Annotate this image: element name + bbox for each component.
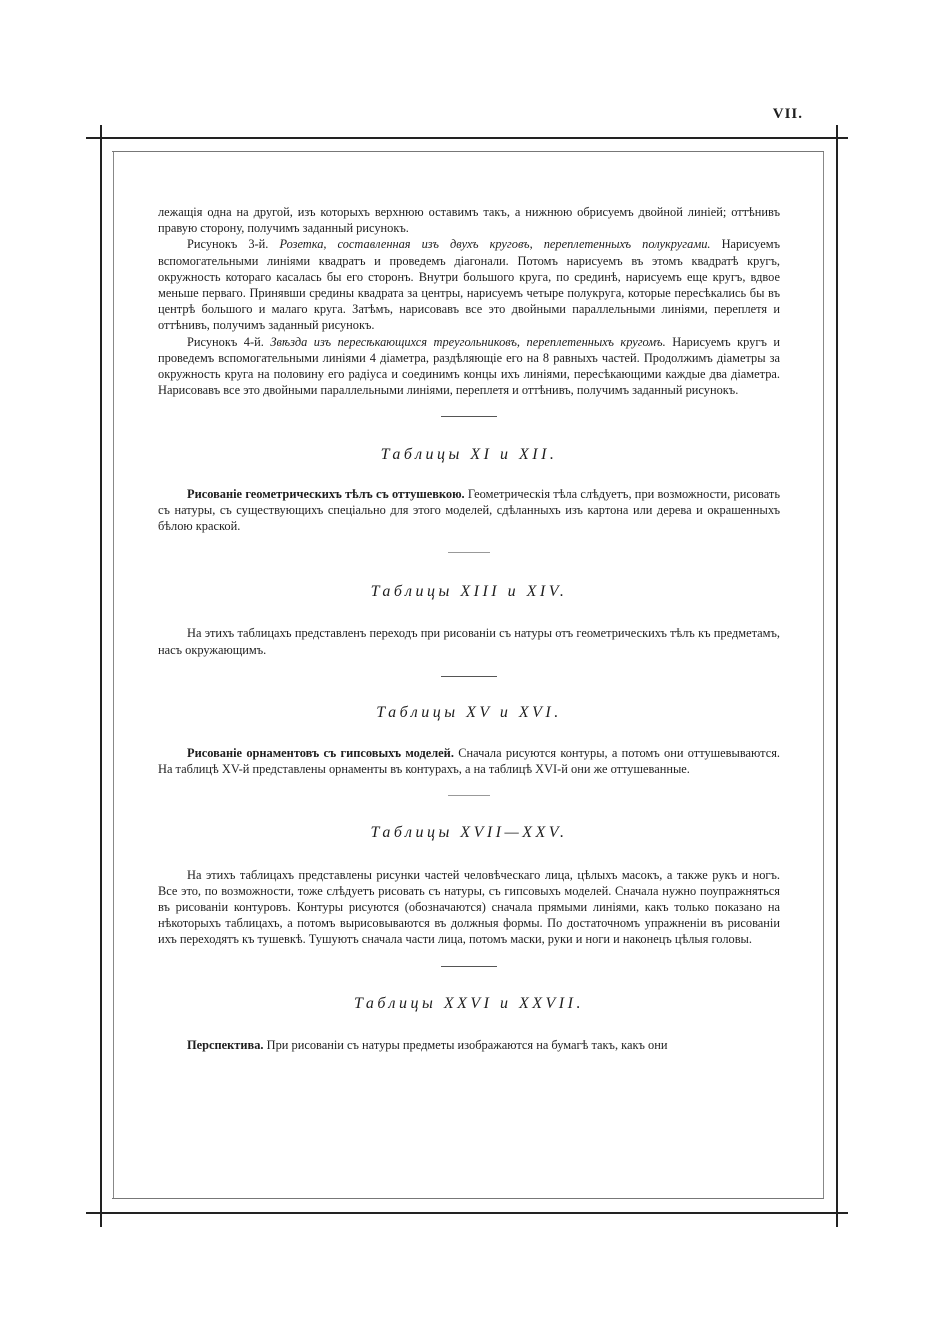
frame-top-inner-rule <box>112 151 824 152</box>
section-paragraph-tables-17-25 <box>158 867 780 948</box>
section-paragraph-tables-26-27 <box>158 1037 780 1053</box>
section-paragraph-tables-11-12 <box>158 486 780 535</box>
figure-4-body: Нарисуемъ кругъ и проведемъ вспомогательными линіями 4 діаметра, раздѣляющіе его на 8 равныхъ частей. Продолжимъ діаметры за окружность круга на половину его радіуса и соединимъ концы ихъ линіями, пересѣкающими каждые два діаметра. Нарисовавъ все это двойными параллельными линіями, переплетя и оттѣнивъ, получимъ заданный рисунокъ. <box>158 334 780 398</box>
section-separator <box>448 552 490 553</box>
section-heading-tables-11-12: Таблицы XI и XII. <box>380 446 558 464</box>
section-body-tables-13-14: На этихъ таблицахъ представленъ переходъ при рисованіи съ натуры отъ геометрическихъ тѣлъ къ предметамъ, насъ окружающимъ. <box>158 626 780 657</box>
frame-left-inner-rule <box>113 152 114 1198</box>
section-body-tables-15-16: Сначала рисуются контуры, а потомъ они оттушевываются. На таблицѣ XV-й представлены орнаменты въ контурахъ, а на таблицѣ XVI-й они же оттушеванные. <box>158 746 780 777</box>
section-heading-tables-15-16: Таблицы XV и XVI. <box>376 703 562 721</box>
section-lead-tables-26-27: Перспектива. <box>187 1037 264 1052</box>
section-separator <box>441 966 497 967</box>
frame-right-outer-rule <box>836 125 838 1227</box>
section-lead-tables-15-16: Рисованіе орнаментовъ съ гипсовыхъ моделей. <box>187 746 454 761</box>
figure-4-title: Звѣзда изъ пересѣкающихся треугольниковъ, переплетенныхъ кругомъ. <box>270 334 666 349</box>
paragraph-figure-3 <box>158 236 780 333</box>
frame-right-inner-rule <box>823 152 824 1198</box>
frame-bottom-outer-rule <box>86 1212 848 1214</box>
section-heading-tables-17-25: Таблицы XVII—XXV. <box>370 824 568 842</box>
figure-3-title: Розетка, составленная изъ двухъ круговъ, переплетенныхъ полукругами. <box>279 237 711 252</box>
section-lead-tables-11-12: Рисованіе геометрическихъ тѣлъ съ оттушевкою. <box>187 486 465 501</box>
section-body-tables-17-25: На этихъ таблицахъ представлены рисунки частей человѣческаго лица, цѣлыхъ масокъ, а также рукъ и ногъ. Все это, по возможности, тоже слѣдуетъ рисовать съ натуры, съ гипсовыхъ моделей. Сначала нужно поупражняться въ рисованіи контуровъ. Контуры рисуются (обозначаются) сначала прямыми линіями, какъ только показано на нѣкоторыхъ таблицахъ, а потомъ вырисовываются въ должныя формы. По достаточномъ упражненіи въ рисованіи ихъ переходятъ къ тушевкѣ. Тушуютъ сначала части лица, потомъ маски, руки и ноги и наконецъ цѣлыя головы. <box>158 867 780 947</box>
paragraph-figure-4 <box>158 334 780 399</box>
section-separator <box>448 795 490 796</box>
frame-top-outer-rule <box>86 137 848 139</box>
figure-3-body: Нарисуемъ вспомогательными линіями квадратъ и проведемъ діагонали. Потомъ нарисуемъ въ этомъ квадратѣ кругъ, окружность котораго касалась бы его сторонъ. Внутри большого круга, по срединѣ, нарисуемъ еще кругъ, вдвое меньше перваго. Принявши средины квадрата за центры, нарисуемъ четыре полукруга, которые пересѣкались бы въ центрѣ большого и малаго круга. Затѣмъ, нарисовавъ все это двойными параллельными линіями, переплетя и оттѣнивъ, получимъ заданный рисунокъ. <box>158 237 780 333</box>
section-paragraph-tables-13-14 <box>158 625 780 657</box>
frame-bottom-inner-rule <box>112 1198 824 1199</box>
section-body-tables-26-27: При рисованіи съ натуры предметы изображаются на бумагѣ такъ, какъ они <box>266 1037 668 1052</box>
figure-3-lead: Рисунокъ 3-й. <box>187 237 269 252</box>
section-body-tables-11-12: Геометрическія тѣла слѣдуетъ, при возможности, рисовать съ натуры, съ существующихъ спеціально для этого моделей, сдѣланныхъ изъ картона или дерева и окрашенныхъ бѣлою краской. <box>158 486 780 534</box>
figure-4-lead: Рисунокъ 4-й. <box>187 334 264 349</box>
frame-left-outer-rule <box>100 125 102 1227</box>
section-separator <box>441 676 497 677</box>
section-separator <box>441 416 497 417</box>
section-paragraph-tables-15-16 <box>158 745 780 777</box>
page-body <box>158 204 780 1053</box>
section-heading-tables-26-27: Таблицы XXVI и XXVII. <box>354 994 584 1012</box>
page-number: VII. <box>772 106 803 122</box>
paragraph-continuation: лежащія одна на другой, изъ которыхъ верхнюю оставимъ такъ, а нижнюю обрисуемъ двойной линіей; оттѣнивъ правую сторону, получимъ заданный рисунокъ. <box>158 205 780 236</box>
section-heading-tables-13-14: Таблицы XIII и XIV. <box>370 583 568 601</box>
